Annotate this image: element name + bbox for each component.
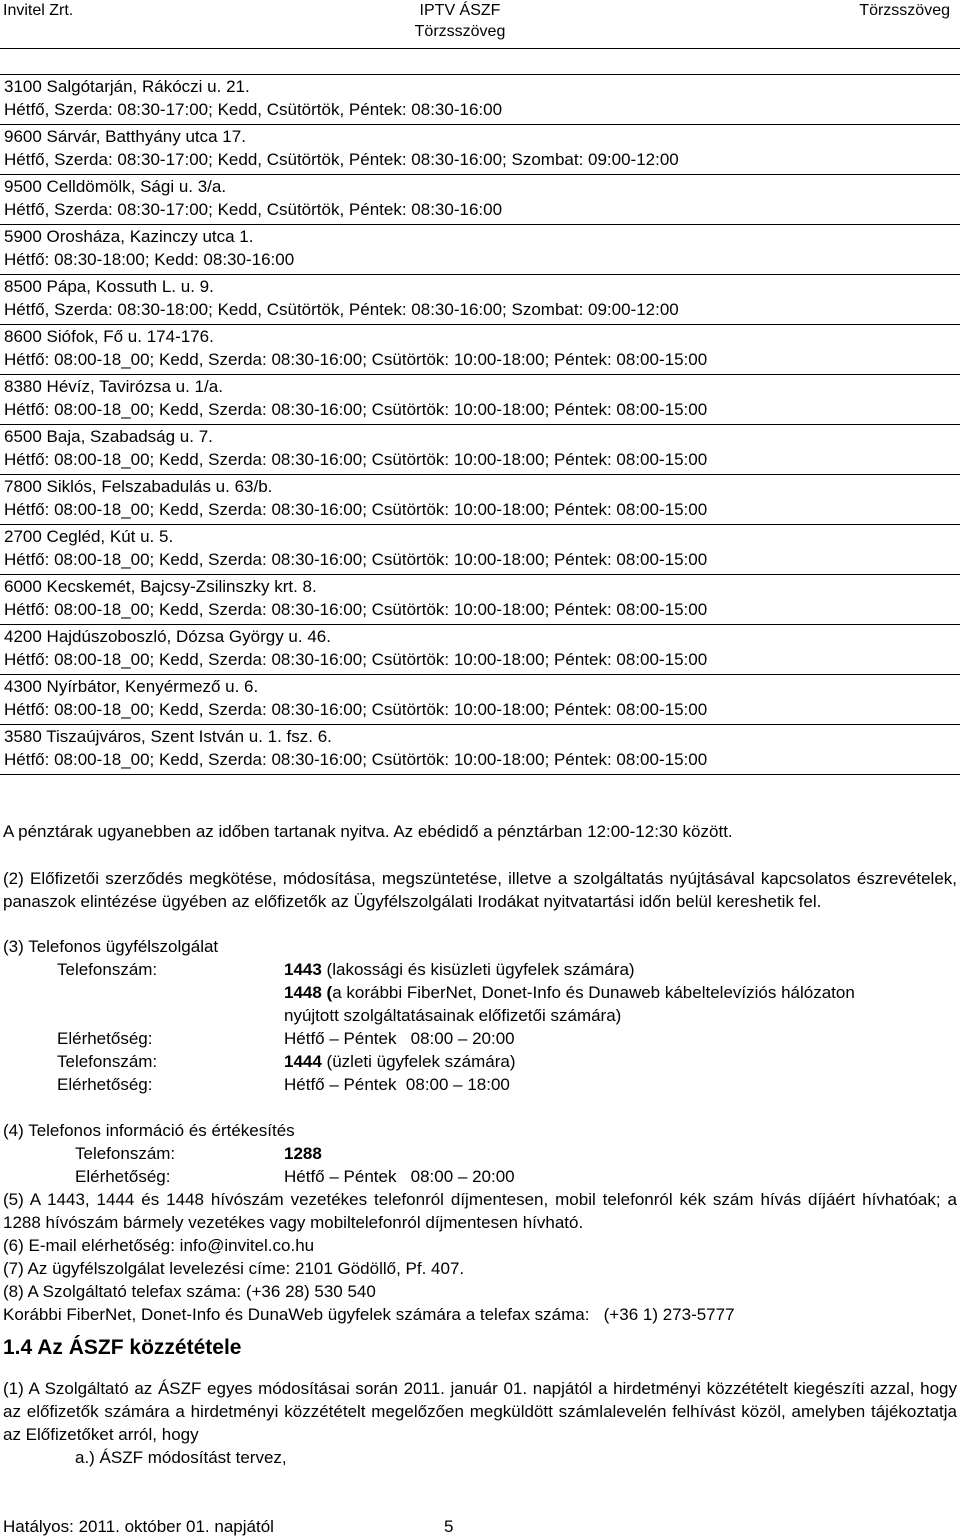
- office-address: 6500 Baja, Szabadság u. 7.: [4, 427, 213, 446]
- phone-1448-line: [284, 981, 855, 1004]
- office-hours: Hétfő, Szerda: 08:30-17:00; Kedd, Csütörtök, Péntek: 08:30-16:00: [4, 200, 503, 219]
- office-address: 9500 Celldömölk, Sági u. 3/a.: [4, 177, 227, 196]
- office-cell: [0, 375, 960, 425]
- office-address: 4300 Nyírbátor, Kenyérmező u. 6.: [4, 677, 259, 696]
- paragraph-4-title: (4) Telefonos információ és értékesítés: [3, 1121, 295, 1140]
- office-cell: [0, 475, 960, 525]
- header-section-label: Törzsszöveg: [859, 2, 950, 19]
- office-cell: [0, 725, 960, 775]
- phone-1448-desc-line2: nyújtott szolgáltatásainak előfizetői számára): [284, 1006, 622, 1025]
- office-cell: [0, 275, 960, 325]
- office-cell: [0, 425, 960, 475]
- paragraph-6: (6) E-mail elérhetőség: info@invitel.co.hu: [3, 1236, 315, 1255]
- paragraph-2: (2) Előfizetői szerződés megkötése, módosítása, megszüntetése, illetve a szolgáltatás nyújtásával kapcsolatos észrevételek, panaszok elintézése ügyében az előfizetők az Ügyfélszolgálati Irodákat nyitvatartási időn belül kereshetik fel.: [3, 869, 957, 911]
- page-number: 5: [444, 1517, 454, 1536]
- office-hours: Hétfő, Szerda: 08:30-17:00; Kedd, Csütörtök, Péntek: 08:30-16:00; Szombat: 09:00-12:00: [4, 150, 679, 169]
- table-row: [0, 475, 960, 525]
- office-hours: Hétfő: 08:00-18_00; Kedd, Szerda: 08:30-16:00; Csütörtök: 10:00-18:00; Péntek: 08:00-15:00: [4, 550, 708, 569]
- table-row: [0, 325, 960, 375]
- sales-availability: Hétfő – Péntek 08:00 – 20:00: [284, 1167, 515, 1186]
- office-address: 5900 Orosháza, Kazinczy utca 1.: [4, 227, 254, 246]
- office-hours: Hétfő: 08:00-18_00; Kedd, Szerda: 08:30-16:00; Csütörtök: 10:00-18:00; Péntek: 08:00-15:00: [4, 700, 708, 719]
- office-hours: Hétfő: 08:00-18_00; Kedd, Szerda: 08:30-16:00; Csütörtök: 10:00-18:00; Péntek: 08:00-15:00: [4, 500, 708, 519]
- office-address: 3100 Salgótarján, Rákóczi u. 21.: [4, 77, 250, 96]
- availability-2: Hétfő – Péntek 08:00 – 18:00: [284, 1075, 510, 1094]
- phone-number-1444: 1444: [284, 1052, 322, 1071]
- office-address: 6000 Kecskemét, Bajcsy-Zsilinszky krt. 8.: [4, 577, 317, 596]
- phone-1448-a: a: [332, 983, 342, 1002]
- phone-1444-line: [284, 1050, 516, 1073]
- paragraph-7: (7) Az ügyfélszolgálat levelezési címe: 2101 Gödöllő, Pf. 407.: [3, 1259, 465, 1278]
- sales-availability-label: Elérhetőség:: [75, 1167, 171, 1186]
- paragraph-8-fax-legacy: Korábbi FiberNet, Donet-Info és DunaWeb ügyfelek számára a telefax száma: (+36 1) 273-5777: [3, 1305, 735, 1324]
- office-hours: Hétfő: 08:00-18_00; Kedd, Szerda: 08:30-16:00; Csütörtök: 10:00-18:00; Péntek: 08:00-15:00: [4, 450, 708, 469]
- office-hours: Hétfő: 08:00-18_00; Kedd, Szerda: 08:30-16:00; Csütörtök: 10:00-18:00; Péntek: 08:00-15:00: [4, 350, 708, 369]
- table-row: [0, 725, 960, 775]
- office-hours: Hétfő: 08:00-18_00; Kedd, Szerda: 08:30-16:00; Csütörtök: 10:00-18:00; Péntek: 08:00-15:00: [4, 600, 708, 619]
- phone-1443-line: [284, 958, 635, 981]
- office-address: 7800 Siklós, Felszabadulás u. 63/b.: [4, 477, 273, 496]
- office-cell: [0, 125, 960, 175]
- phone-1444-desc: (üzleti ügyfelek számára): [321, 1052, 516, 1071]
- office-cell: [0, 575, 960, 625]
- table-row: [0, 75, 960, 125]
- office-address: 9600 Sárvár, Batthyány utca 17.: [4, 127, 246, 146]
- office-cell: [0, 75, 960, 125]
- section-heading: 1.4 Az ÁSZF közzététele: [3, 1336, 242, 1359]
- availability-label-2: Elérhetőség:: [57, 1075, 153, 1094]
- header-title-line1: IPTV ÁSZF: [419, 2, 501, 19]
- office-address: 3580 Tiszaújváros, Szent István u. 1. fsz. 6.: [4, 727, 332, 746]
- table-row: [0, 575, 960, 625]
- table-row: [0, 125, 960, 175]
- phone-number-1448: 1448: [284, 983, 322, 1002]
- table-row: [0, 375, 960, 425]
- office-hours: Hétfő: 08:00-18_00; Kedd, Szerda: 08:30-16:00; Csütörtök: 10:00-18:00; Péntek: 08:00-15:00: [4, 400, 708, 419]
- office-hours-table-body: [0, 75, 960, 775]
- office-hours: Hétfő: 08:30-18:00; Kedd: 08:30-16:00: [4, 250, 295, 269]
- office-cell: [0, 325, 960, 375]
- table-row: [0, 625, 960, 675]
- office-address: 4200 Hajdúszoboszló, Dózsa György u. 46.: [4, 627, 331, 646]
- header-divider: [0, 48, 960, 49]
- table-row: [0, 225, 960, 275]
- phone-label-1: Telefonszám:: [57, 960, 158, 979]
- phone-number-1288: 1288: [284, 1144, 322, 1163]
- office-hours: Hétfő: 08:00-18_00; Kedd, Szerda: 08:30-16:00; Csütörtök: 10:00-18:00; Péntek: 08:00-15:00: [4, 650, 708, 669]
- table-row: [0, 275, 960, 325]
- office-hours: Hétfő, Szerda: 08:30-18:00; Kedd, Csütörtök, Péntek: 08:30-16:00; Szombat: 09:00-12:00: [4, 300, 679, 319]
- phone-label-2: Telefonszám:: [57, 1052, 158, 1071]
- office-cell: [0, 525, 960, 575]
- table-row: [0, 525, 960, 575]
- phone-1448-paren: (: [321, 983, 333, 1002]
- header-company: Invitel Zrt.: [3, 2, 74, 19]
- phone-1443-desc: (lakossági és kisüzleti ügyfelek számára): [321, 960, 635, 979]
- office-hours: Hétfő: 08:00-18_00; Kedd, Szerda: 08:30-16:00; Csütörtök: 10:00-18:00; Péntek: 08:00-15:00: [4, 750, 708, 769]
- office-address: 2700 Cegléd, Kút u. 5.: [4, 527, 174, 546]
- paragraph-8: (8) A Szolgáltató telefax száma: (+36 28) 530 540: [3, 1282, 376, 1301]
- office-cell: [0, 625, 960, 675]
- office-address: 8600 Siófok, Fő u. 174-176.: [4, 327, 214, 346]
- phone-1448-desc: korábbi FiberNet, Donet-Info és Dunaweb kábeltelevíziós hálózaton: [341, 983, 855, 1002]
- section-item-a: a.) ÁSZF módosítást tervez,: [75, 1448, 287, 1467]
- paragraph-3-title: (3) Telefonos ügyfélszolgálat: [3, 937, 219, 956]
- sales-phone-label: Telefonszám:: [75, 1144, 176, 1163]
- office-address: 8500 Pápa, Kossuth L. u. 9.: [4, 277, 214, 296]
- office-hours-table: [0, 74, 960, 775]
- table-row: [0, 175, 960, 225]
- table-row: [0, 675, 960, 725]
- paragraph-5: (5) A 1443, 1444 és 1448 hívószám vezetékes telefonról díjmentesen, mobil telefonról kék szám hívás díjáért hívhatóak; a 1288 hívószám bármely vezetékes vagy mobiltelefonról díjmentesen hívható.: [3, 1190, 957, 1232]
- phone-number-1443: 1443: [284, 960, 322, 979]
- cashier-note: A pénztárak ugyanebben az időben tartanak nyitva. Az ebédidő a pénztárban 12:00-12:30 között.: [3, 822, 733, 841]
- header-document-title: [0, 0, 920, 42]
- table-row: [0, 425, 960, 475]
- office-address: 8380 Hévíz, Tavirózsa u. 1/a.: [4, 377, 223, 396]
- office-cell: [0, 675, 960, 725]
- office-cell: [0, 225, 960, 275]
- header-title-line2: Törzsszöveg: [414, 23, 506, 40]
- section-paragraph-1: (1) A Szolgáltató az ÁSZF egyes módosításai során 2011. január 01. napjától a hirdetményi közzétételt kiegészíti azzal, hogy az előfizetők számára a hirdetményi közzétételt megelőzően megküldött számlalevelén felhívást közöl, amelyben tájékoztatja az Előfizetőket arról, hogy: [3, 1379, 957, 1444]
- availability-label-1: Elérhetőség:: [57, 1029, 153, 1048]
- availability-1: Hétfő – Péntek 08:00 – 20:00: [284, 1029, 515, 1048]
- office-cell: [0, 175, 960, 225]
- office-hours: Hétfő, Szerda: 08:30-17:00; Kedd, Csütörtök, Péntek: 08:30-16:00: [4, 100, 503, 119]
- footer-effective-date: Hatályos: 2011. október 01. napjától: [3, 1517, 274, 1536]
